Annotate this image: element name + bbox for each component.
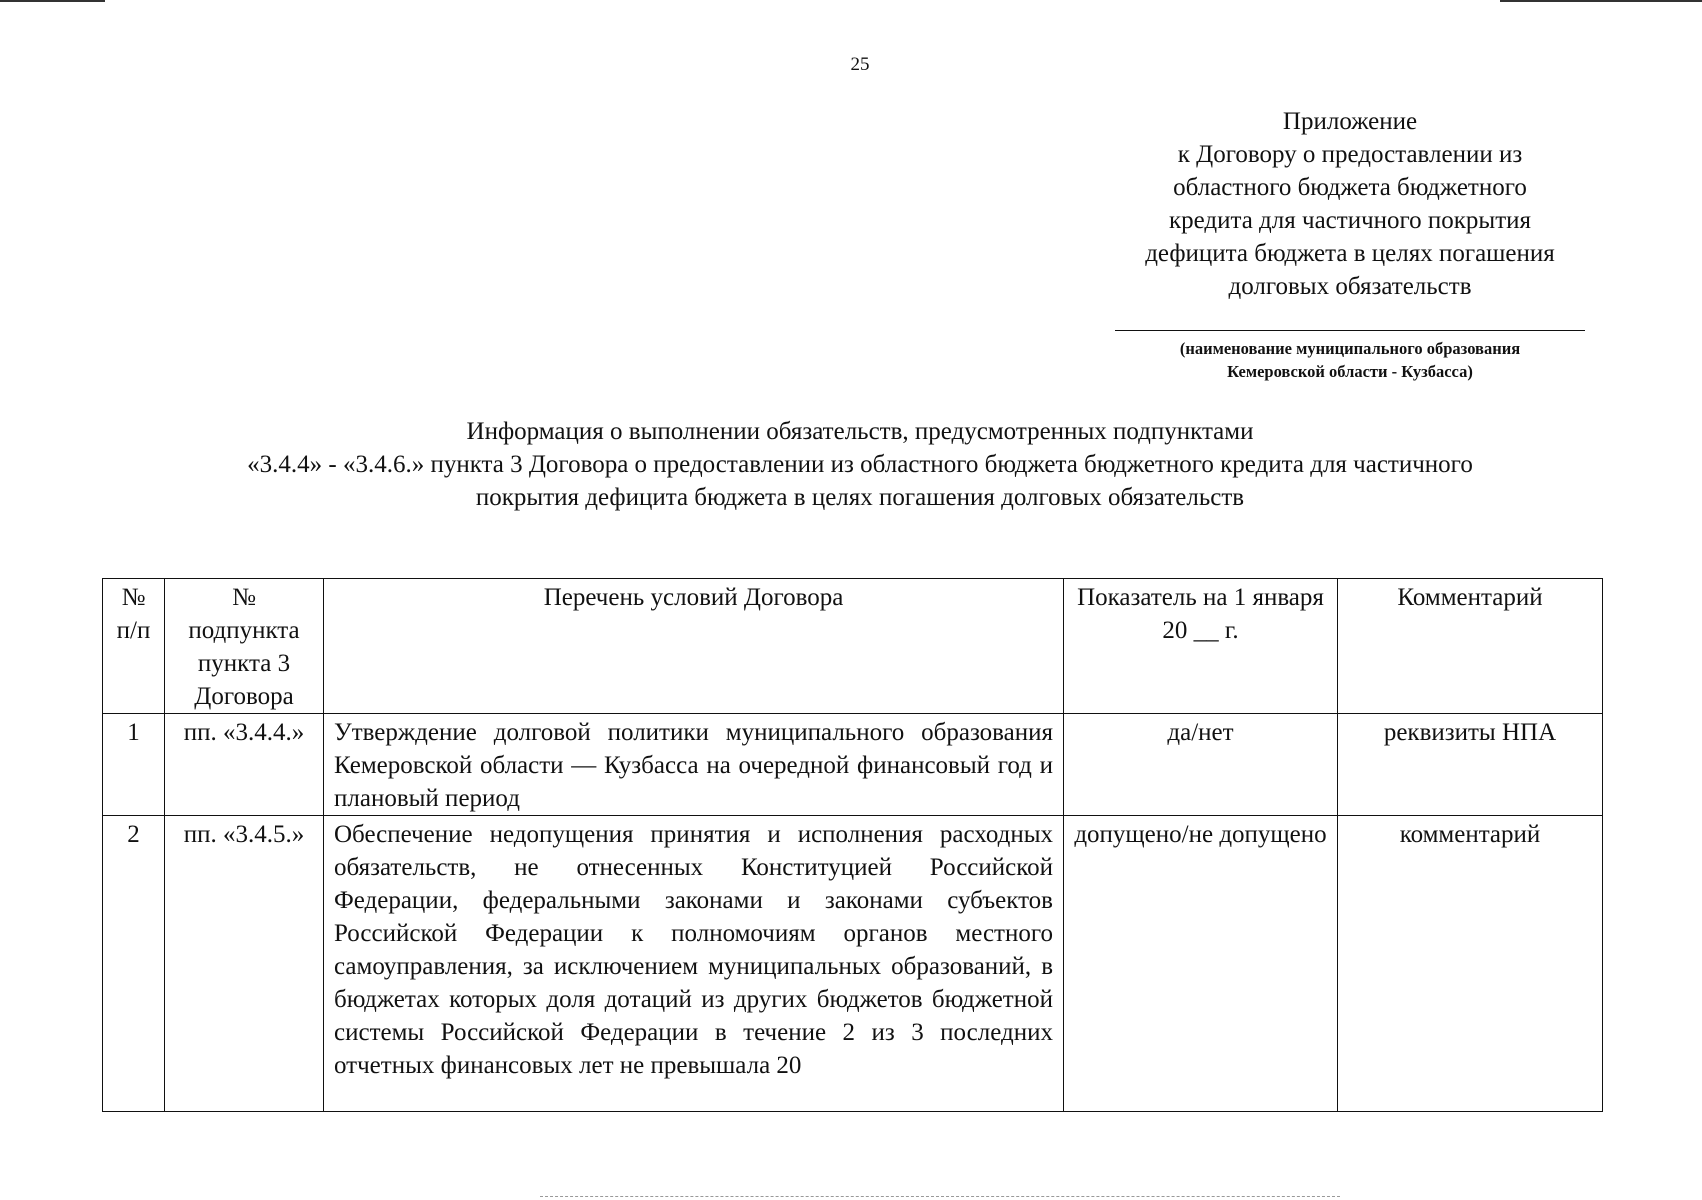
cell-subpoint: пп. «3.4.4.» — [165, 714, 324, 816]
cell-indicator: да/нет — [1064, 714, 1338, 816]
header-conditions: Перечень условий Договора — [324, 579, 1064, 714]
conditions-table — [102, 578, 1603, 1112]
cell-condition: Утверждение долговой политики муниципального образования Кемеровской области — Кузбасса на очередной финансовый год и плановый период — [324, 714, 1064, 816]
table-row — [103, 714, 1603, 816]
appendix-line: долговых обязательств — [1228, 273, 1472, 300]
page-number: 25 — [850, 54, 870, 75]
cell-comment: комментарий — [1338, 816, 1603, 1112]
scan-edge-top-right — [1500, 0, 1702, 2]
cell-comment: реквизиты НПА — [1338, 714, 1603, 816]
table-row — [103, 816, 1603, 1112]
appendix-line: кредита для частичного покрытия — [1168, 207, 1532, 234]
appendix-line: областного бюджета бюджетного — [1173, 174, 1527, 201]
header-num: № п/п — [103, 579, 165, 714]
org-name-caption — [1115, 337, 1585, 383]
cell-num: 2 — [103, 816, 165, 1112]
scan-edge-top-left — [0, 0, 105, 2]
title-line: «3.4.4» - «3.4.6.» пункта 3 Договора о предоставлении из областного бюджета бюджетного кредита для частичного — [247, 451, 1473, 478]
appendix-header — [1095, 105, 1605, 303]
cell-subpoint: пп. «3.4.5.» — [165, 816, 324, 1112]
header-comment: Комментарий — [1338, 579, 1603, 714]
appendix-line: дефицита бюджета в целях погашения — [1145, 240, 1555, 267]
cell-num: 1 — [103, 714, 165, 816]
scan-edge-bottom — [540, 1196, 1340, 1197]
appendix-line: Приложение — [1282, 108, 1418, 135]
cell-indicator: допущено/не допущено — [1064, 816, 1338, 1112]
org-caption-line: Кемеровской области - Кузбасса) — [1227, 362, 1473, 381]
org-caption-line: (наименование муниципального образования — [1179, 339, 1521, 358]
title-line: покрытия дефицита бюджета в целях погашения долговых обязательств — [475, 484, 1245, 511]
title-line: Информация о выполнении обязательств, предусмотренных подпунктами — [466, 418, 1254, 445]
org-name-blank-line — [1115, 330, 1585, 331]
header-subpoint: № подпункта пункта 3 Договора — [165, 579, 324, 714]
table-header-row — [103, 579, 1603, 714]
cell-condition: Обеспечение недопущения принятия и исполнения расходных обязательств, не отнесенных Конституцией Российской Федерации, федеральными законами и законами субъектов Российской Федерации к полномочиям органов местного самоуправления, за исключением муниципальных образований, в бюджетах которых доля дотаций из других бюджетов бюджетной системы Российской Федерации в течение 2 из 3 последних отчетных финансовых лет не превышала 20 — [324, 816, 1064, 1112]
header-indicator: Показатель на 1 января 20 __ г. — [1064, 579, 1338, 714]
appendix-line: к Договору о предоставлении из — [1177, 141, 1523, 168]
document-title — [100, 415, 1620, 514]
